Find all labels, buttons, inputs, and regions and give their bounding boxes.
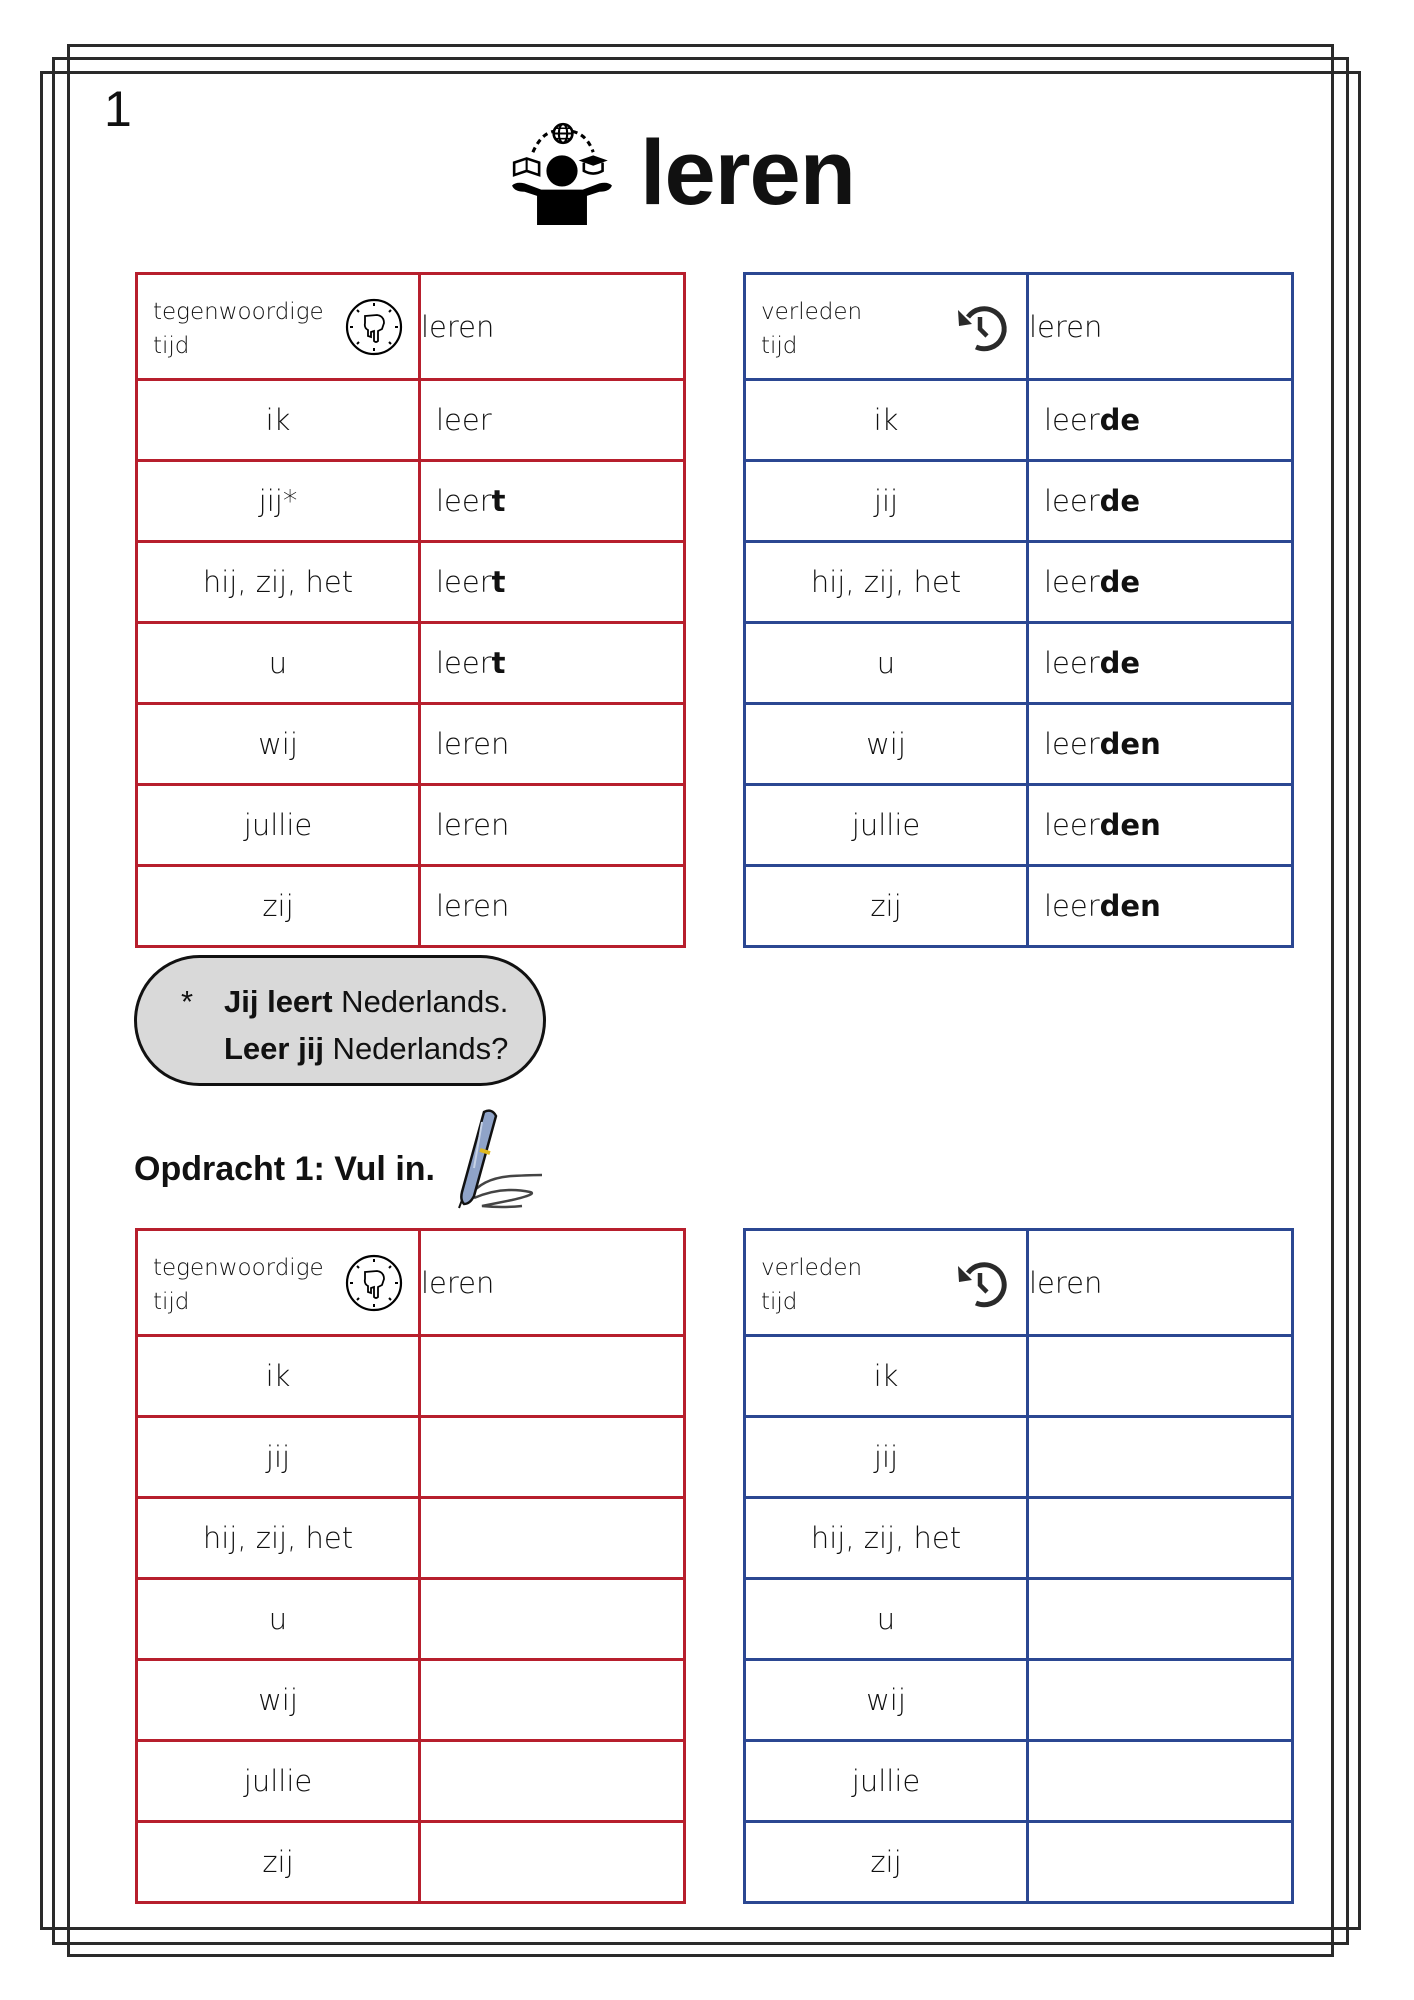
verb-stem: leer: [436, 484, 492, 518]
table-row: [745, 785, 1293, 866]
pronoun-cell: wij: [137, 704, 420, 785]
history-clock-icon: [952, 297, 1012, 357]
table-row: [137, 623, 685, 704]
tense-label-line2: tijd: [153, 1289, 190, 1315]
table-row: [137, 380, 685, 461]
exercise-present-tense-table: [135, 1228, 686, 1904]
verb-stem: leer: [436, 403, 492, 437]
table-row: [745, 461, 1293, 542]
table-header-row: [745, 1230, 1293, 1336]
pronoun-cell: jullie: [137, 785, 420, 866]
pronoun-cell: ik: [745, 380, 1028, 461]
table-header-row: [745, 274, 1293, 380]
pronoun-cell: hij, zij, het: [137, 542, 420, 623]
table-row: [137, 1498, 685, 1579]
page-number: 1: [104, 81, 132, 137]
pronoun-cell: u: [137, 1579, 420, 1660]
note-line-1: [224, 984, 508, 1020]
table-row: [137, 542, 685, 623]
pronoun-cell: wij: [745, 1660, 1028, 1741]
answer-field[interactable]: [420, 1579, 685, 1660]
tense-label: [761, 1251, 862, 1319]
table-row: [745, 542, 1293, 623]
note-line-2-rest: Nederlands?: [323, 1031, 509, 1066]
table-row: [137, 866, 685, 947]
verb-form-cell: [1028, 704, 1293, 785]
table-row: [745, 623, 1293, 704]
clock-pointing-hand-icon: [344, 297, 404, 357]
pronoun-cell: hij, zij, het: [137, 1498, 420, 1579]
verb-form-cell: [1028, 461, 1293, 542]
pronoun-cell: wij: [745, 704, 1028, 785]
verb-stem: leer: [1044, 484, 1100, 518]
pronoun-cell: jij: [745, 1417, 1028, 1498]
tense-label-cell: [137, 274, 420, 380]
present-tense-table: [135, 272, 686, 948]
verb-form-cell: [420, 866, 685, 947]
verb-stem: leren: [436, 727, 510, 761]
answer-field[interactable]: [1028, 1660, 1293, 1741]
pronoun-cell: u: [745, 1579, 1028, 1660]
exercise-heading: Opdracht 1: Vul in.: [134, 1150, 435, 1188]
table-header-row: [137, 1230, 685, 1336]
verb-stem: leer: [1044, 403, 1100, 437]
table-row: [137, 1741, 685, 1822]
verb-form-cell: [420, 542, 685, 623]
answer-field[interactable]: [1028, 1579, 1293, 1660]
verb-header: leren: [420, 1230, 685, 1336]
answer-field[interactable]: [420, 1660, 685, 1741]
verb-header: leren: [420, 274, 685, 380]
tense-label: [153, 1251, 324, 1319]
table-row: [745, 1336, 1293, 1417]
pronoun-cell: wij: [137, 1660, 420, 1741]
tense-label-line2: tijd: [153, 333, 190, 359]
note-line-2: [224, 1031, 508, 1067]
table-row: [745, 1498, 1293, 1579]
note-line-2-bold: Leer jij: [224, 1031, 324, 1066]
verb-ending: t: [491, 646, 506, 680]
tense-label-cell: [745, 274, 1028, 380]
answer-field[interactable]: [1028, 1741, 1293, 1822]
tense-label-cell: [137, 1230, 420, 1336]
table-row: [137, 461, 685, 542]
tense-label-line1: verleden: [761, 1255, 863, 1281]
verb-stem: leer: [1044, 808, 1100, 842]
tense-label-line2: tijd: [761, 1289, 798, 1315]
note-line-1-rest: Nederlands.: [332, 984, 509, 1019]
table-row: [745, 1660, 1293, 1741]
verb-ending: de: [1099, 403, 1141, 437]
tense-label-line1: tegenwoordige: [153, 299, 324, 325]
table-row: [137, 1336, 685, 1417]
pronoun-cell: jullie: [745, 1741, 1028, 1822]
table-header-row: [137, 274, 685, 380]
answer-field[interactable]: [420, 1498, 685, 1579]
table-row: [137, 1417, 685, 1498]
pronoun-cell: ik: [137, 1336, 420, 1417]
verb-stem: leer: [1044, 646, 1100, 680]
pronoun-cell: u: [745, 623, 1028, 704]
page-title-block: [510, 118, 855, 228]
verb-form-cell: [1028, 785, 1293, 866]
table-row: [745, 866, 1293, 947]
answer-field[interactable]: [1028, 1498, 1293, 1579]
tense-label-line1: tegenwoordige: [153, 1255, 324, 1281]
verb-ending: de: [1099, 565, 1141, 599]
pronoun-cell: ik: [137, 380, 420, 461]
pronoun-cell: jij*: [137, 461, 420, 542]
verb-stem: leren: [436, 808, 510, 842]
grammar-note: [134, 955, 546, 1086]
verb-stem: leren: [436, 889, 510, 923]
verb-form-cell: [420, 623, 685, 704]
pronoun-cell: jullie: [745, 785, 1028, 866]
verb-ending: t: [491, 565, 506, 599]
table-row: [745, 1822, 1293, 1903]
pronoun-cell: ik: [745, 1336, 1028, 1417]
verb-ending: t: [491, 484, 506, 518]
tense-label: [761, 295, 862, 363]
verb-ending: den: [1099, 808, 1161, 842]
verb-stem: leer: [436, 646, 492, 680]
answer-field[interactable]: [420, 1822, 685, 1903]
pronoun-cell: zij: [137, 1822, 420, 1903]
pronoun-cell: jij: [745, 461, 1028, 542]
verb-form-cell: [1028, 542, 1293, 623]
verb-ending: den: [1099, 727, 1161, 761]
verb-stem: leer: [1044, 889, 1100, 923]
answer-field[interactable]: [420, 1336, 685, 1417]
verb-form-cell: [420, 380, 685, 461]
exercise-past-tense-table: [743, 1228, 1294, 1904]
verb-ending: de: [1099, 484, 1141, 518]
table-row: [137, 1822, 685, 1903]
verb-ending: de: [1099, 646, 1141, 680]
tense-label-cell: [745, 1230, 1028, 1336]
pronoun-cell: zij: [137, 866, 420, 947]
past-tense-table: [743, 272, 1294, 948]
table-row: [137, 1579, 685, 1660]
pronoun-cell: u: [137, 623, 420, 704]
person-juggling-learning-icon: [510, 121, 614, 225]
answer-field[interactable]: [1028, 1336, 1293, 1417]
note-asterisk: *: [181, 984, 194, 1019]
history-clock-icon: [952, 1253, 1012, 1313]
table-row: [745, 1417, 1293, 1498]
pronoun-cell: zij: [745, 1822, 1028, 1903]
pronoun-cell: zij: [745, 866, 1028, 947]
tense-label-line1: verleden: [761, 299, 863, 325]
verb-form-cell: [1028, 623, 1293, 704]
page-title: leren: [640, 122, 855, 224]
table-row: [137, 785, 685, 866]
pen-writing-icon: [452, 1108, 544, 1212]
verb-ending: den: [1099, 889, 1161, 923]
verb-header: leren: [1028, 274, 1293, 380]
verb-stem: leer: [1044, 727, 1100, 761]
table-row: [745, 1579, 1293, 1660]
clock-pointing-hand-icon: [344, 1253, 404, 1313]
verb-form-cell: [420, 704, 685, 785]
verb-form-cell: [1028, 380, 1293, 461]
verb-stem: leer: [1044, 565, 1100, 599]
pronoun-cell: hij, zij, het: [745, 1498, 1028, 1579]
answer-field[interactable]: [1028, 1822, 1293, 1903]
table-row: [137, 704, 685, 785]
verb-header: leren: [1028, 1230, 1293, 1336]
table-row: [745, 380, 1293, 461]
answer-field[interactable]: [420, 1417, 685, 1498]
table-row: [745, 704, 1293, 785]
answer-field[interactable]: [1028, 1417, 1293, 1498]
pronoun-cell: jullie: [137, 1741, 420, 1822]
pronoun-cell: hij, zij, het: [745, 542, 1028, 623]
tense-label-line2: tijd: [761, 333, 798, 359]
verb-form-cell: [420, 785, 685, 866]
table-row: [745, 1741, 1293, 1822]
verb-form-cell: [420, 461, 685, 542]
answer-field[interactable]: [420, 1741, 685, 1822]
table-row: [137, 1660, 685, 1741]
verb-form-cell: [1028, 866, 1293, 947]
pronoun-cell: jij: [137, 1417, 420, 1498]
note-line-1-bold: Jij leert: [224, 984, 333, 1019]
verb-stem: leer: [436, 565, 492, 599]
tense-label: [153, 295, 324, 363]
